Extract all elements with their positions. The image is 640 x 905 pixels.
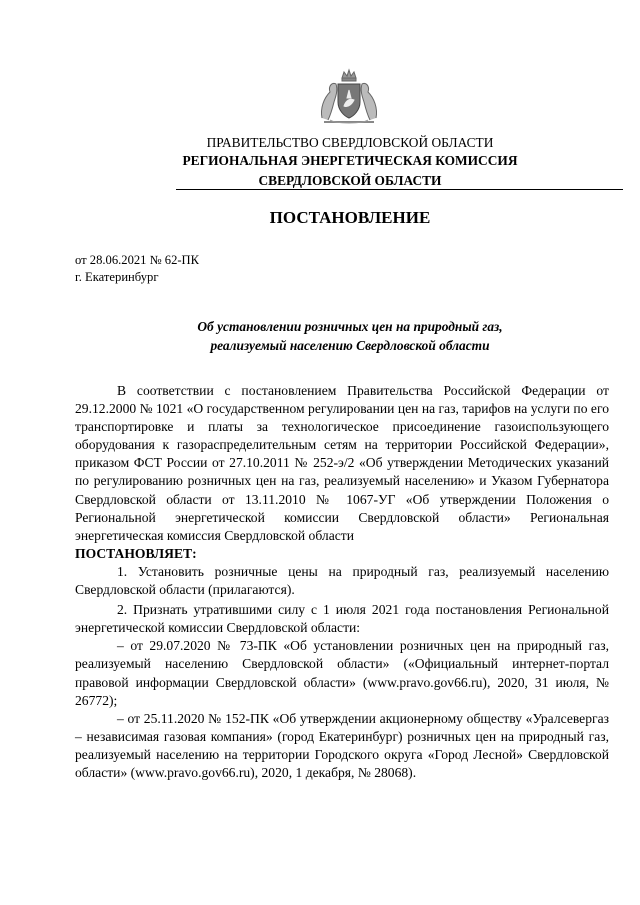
document-date-number: от 28.06.2021 № 62-ПК (75, 253, 200, 267)
item-1-paragraph: 1. Установить розничные цены на природный газ, реализуемый населению Свердловской области (прилагаются). (75, 563, 609, 598)
document-city: г. Екатеринбург (75, 270, 159, 284)
coat-of-arms-icon (316, 68, 382, 126)
preamble-paragraph: В соответствии с постановлением Правительства Российской Федерации от 29.12.2000 № 1021 «О государственном регулировании цен на газ, тарифов на услуги по его транспортировке и платы за технологическое присоединение газоиспользующего оборудования к газораспределительным сетям на территории Российской Федерации», приказом ФСТ России от 27.10.2011 № 252-э/2 «Об утверждении Методических указаний по регулированию розничных цен на газ, реализуемый населению» и Указом Губернатора Свердловской области от 13.11.2010 № 1067-УГ «Об утверждении Положения о Региональной энергетической комиссии Свердловской области» Региональная энергетическая комиссия Свердловской области (75, 383, 609, 543)
commission-name-line1: РЕГИОНАЛЬНАЯ ЭНЕРГЕТИЧЕСКАЯ КОМИССИЯ (182, 153, 518, 168)
document-type-title: ПОСТАНОВЛЕНИЕ (269, 208, 431, 227)
document-subject-line2: реализуемый населению Свердловской области (210, 338, 490, 353)
subitem-1-paragraph: – от 29.07.2020 № 73-ПК «Об установлении розничных цен на природный газ, реализуемый населению Свердловской области» («Официальный интернет-портал правовой информации Свердловской области» (www.pravo.gov66.ru), 2020, 31 июля, № 26772); (75, 638, 609, 708)
document-subject-line1: Об установлении розничных цен на природный газ, (197, 319, 503, 334)
header-divider (176, 189, 623, 190)
subitem-2-paragraph: – от 25.11.2020 № 152-ПК «Об утверждении акционерному обществу «Уралсевергаз – независимая газовая компания» (город Екатеринбург) розничных цен на природный газ, реализуемый населению на территории Городского округа «Город Лесной» Свердловской области» (www.pravo.gov66.ru), 2020, 1 декабря, № 28068). (75, 710, 609, 780)
government-name: ПРАВИТЕЛЬСТВО СВЕРДЛОВСКОЙ ОБЛАСТИ (206, 135, 494, 150)
item-2-paragraph: 2. Признать утратившими силу с 1 июля 2021 года постановления Региональной энергетической комиссии Свердловской области: (75, 602, 609, 636)
document-body (75, 382, 609, 782)
commission-name-line2: СВЕРДЛОВСКОЙ ОБЛАСТИ (258, 173, 442, 188)
decree-heading: ПОСТАНОВЛЯЕТ: (75, 545, 197, 561)
